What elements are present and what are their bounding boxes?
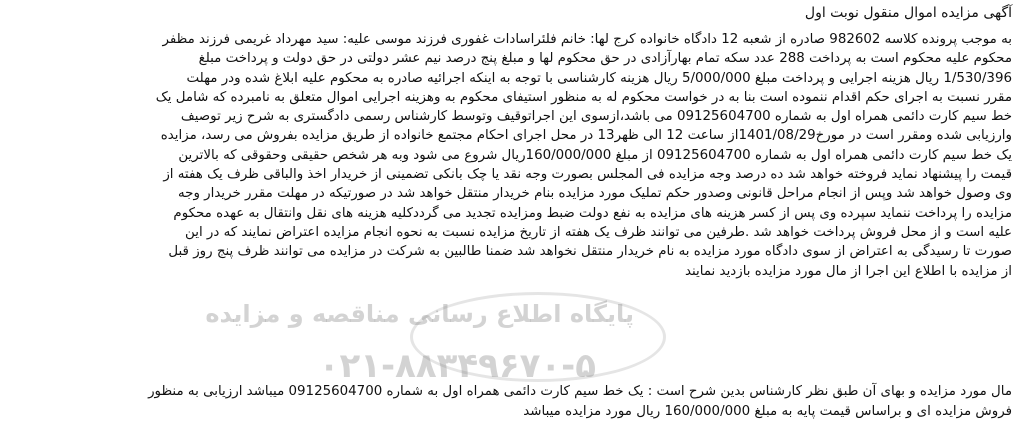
notice-title: آگهی مزایده اموال منقول نوبت اول (804, 5, 1012, 21)
notice-line: وی وصول خواهد شد وپس از انجام مراحل قانونی وصدور حکم تملیک مورد مزایده بنام خریدار منتقل خواهد شد در صورتیکه در مهلت مقرر خریدار وجه (178, 186, 1012, 202)
summary-line: فروش مزایده ای و براساس قیمت پایه به مبلغ 160/000/000 ریال مورد مزایده میباشد (523, 403, 1012, 419)
notice-line: مزایده را پرداخت ننماید سپرده وی پس از کسر هزینه های مزایده به نفع دولت ضبط ومزایده تجدید می گرددکلیه هزینه های نقل وانتقال به عهده محکوم (173, 205, 1012, 221)
notice-line: یک خط سیم کارت دائمی همراه اول به شماره 09125604700 از مبلغ 160/000/000ریال شروع می شود وبه هر شخص حقیقی وحقوقی که بالاترین (178, 147, 1012, 163)
notice-summary (12, 382, 1012, 421)
notice-line: علیه است و از محل فروش پرداخت خواهد شد .طرفین می توانند ظرف یک هفته از تاریخ مزایده نسبت به نحوه انجام مزایده اعتراض نمایند که در این (185, 224, 1012, 240)
notice-line: وارزیابی شده ومقرر است در مورخ1401/08/29از ساعت 12 الی ظهر13 در محل اجرای احکام مجتمع خانواده از طریق مزایده بفروش می رسد، مزایده (160, 128, 1012, 144)
notice-line: مقرر نسبت به اجرای حکم اقدام ننموده است بنا به در خواست محکوم له به منظور استیفای محکوم به وهزینه اجرایی اموال متعلق به نامبرده که شامل یک (155, 89, 1012, 105)
notice-line: صورت تا رسیدگی به اعتراض از سوی دادگاه مورد مزایده به نام خریدار منتقل نخواهد شد ضمنا طالبین به شرکت در مزایده می توانند ظرف پنج روز قبل (168, 244, 1012, 260)
notice-line: 1/530/396 ریال هزینه اجرایی و پرداخت مبلغ 5/000/000 ریال هزینه کارشناسی با توجه به اینکه اجرائیه صادره به محکوم علیه ابلاغ شده ودر مهلت (186, 70, 1012, 86)
notice-line: محکوم علیه محکوم است به پرداخت 288 عدد سکه تمام بهارآزادی در حق محکوم لها و مبلغ پنج درصد نیم عشر دولتی در حق دولت و پرداخت مبلغ (198, 51, 1012, 67)
notice-line: به موجب پرونده کلاسه 982602 صادره از شعبه 12 دادگاه خانواده کرج لها: خانم فلئراسادات غفوری فرزند موسی علیه: سید مهرداد غریمی فرزند مظفر (162, 32, 1012, 47)
summary-line: مال مورد مزایده و بهای آن طبق نظر کارشناس بدین شرح است : یک خط سیم کارت دائمی همراه اول به شماره 09125604700 میباشد ارزیابی به منظور (148, 384, 1012, 399)
watermark-site-name: پایگاه اطلاع رسانی مناقصه و مزایده (205, 300, 634, 328)
notice-body (12, 30, 1012, 281)
watermark-phone: ۰۲۱-۸۸۳۴۹۶۷۰-۵ (318, 346, 596, 386)
notice-line: از مزایده با اطلاع این اجرا از مال مورد مزایده بازدید نمایند (684, 263, 1012, 279)
notice-line: قیمت را پیشنهاد نماید فروخته خواهد شد ده درصد وجه مزایده فی المجلس بصورت وجه نقد یا چک بانکی تضمینی از خریدار اخذ والباقی ظرف یک هفته از (163, 167, 1012, 183)
notice-line: خط سیم کارت دائمی همراه اول به شماره 09125604700 می باشد،ازسوی این اجراتوقیف وتوسط کارشناس رسمی دادگستری به شرح زیر توصیف (180, 109, 1012, 125)
